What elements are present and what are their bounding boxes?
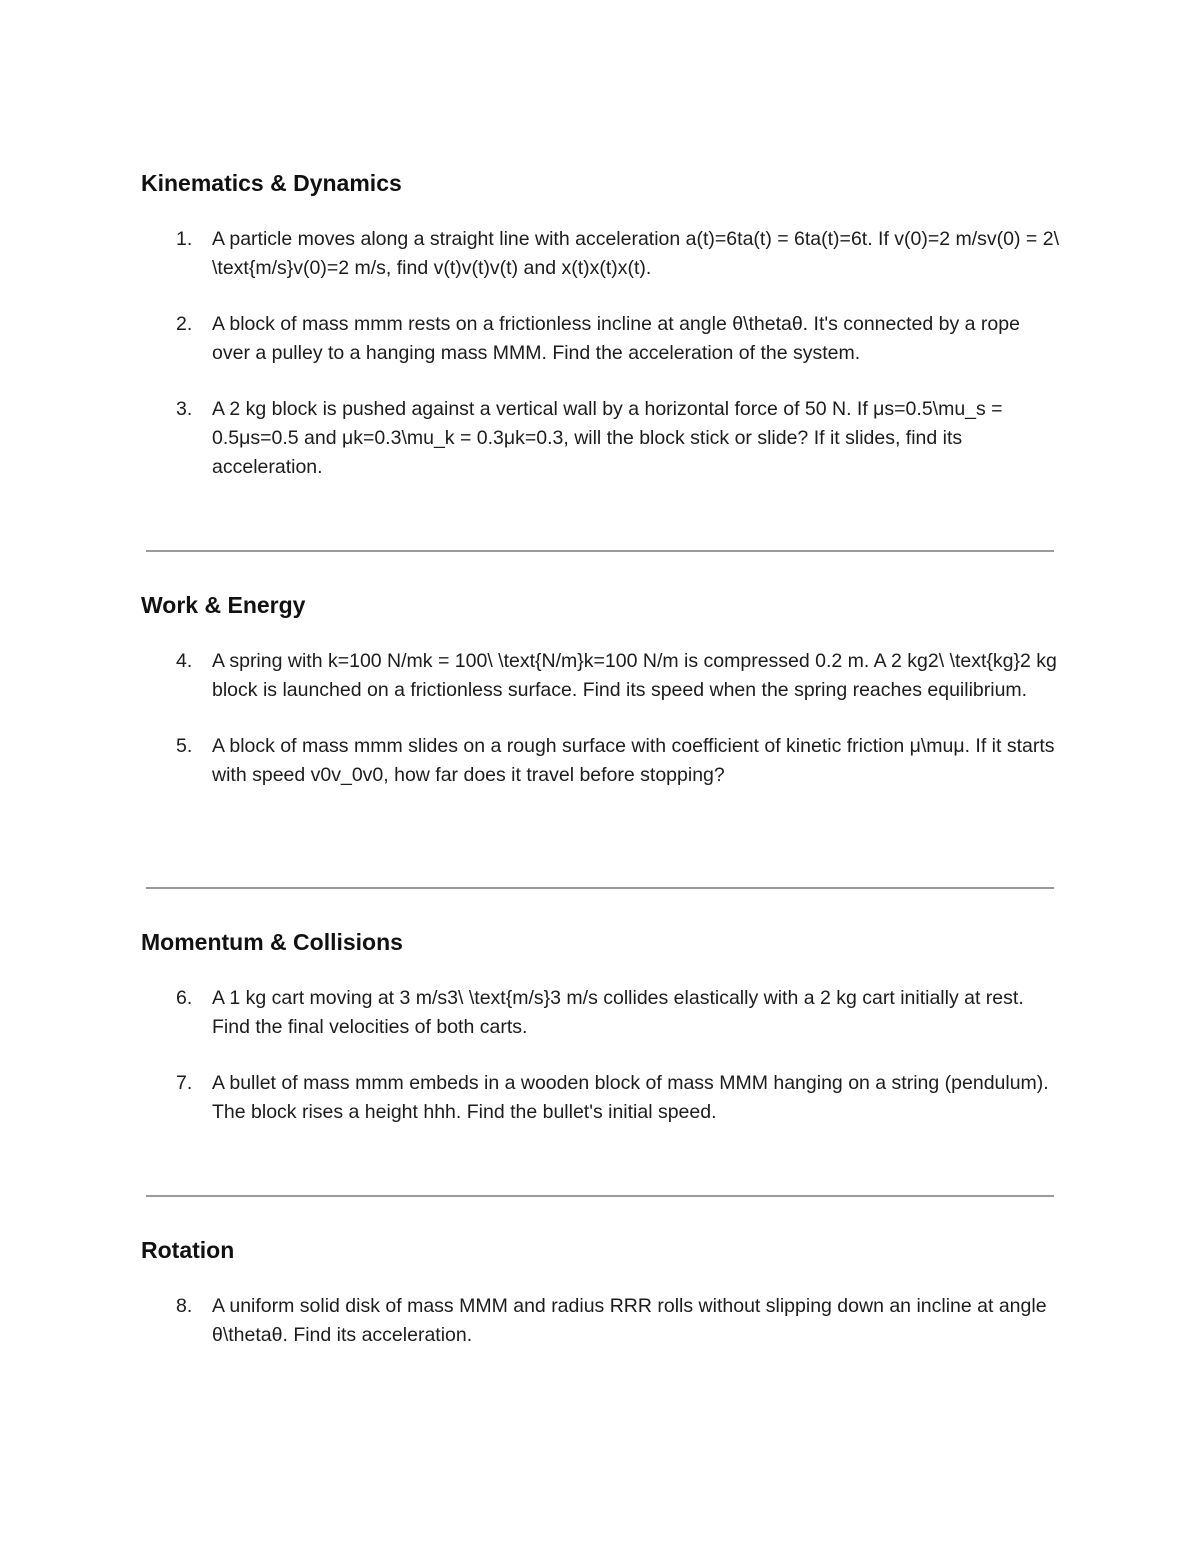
problem-item	[141, 984, 1061, 1042]
section-kinematics-dynamics	[141, 169, 1061, 482]
problem-item	[141, 1069, 1061, 1127]
problem-number: 8.	[176, 1295, 193, 1317]
problem-number: 4.	[176, 650, 193, 672]
problem-list	[141, 225, 1061, 482]
problem-number: 1.	[176, 228, 193, 250]
section-heading: Momentum & Collisions	[141, 929, 403, 955]
problem-text: A block of mass mmm slides on a rough surface with coefficient of kinetic friction μ\muμ. If it starts with speed v0v_0v0, how far does it travel before stopping?	[212, 735, 1055, 786]
section-heading: Work & Energy	[141, 592, 306, 618]
problem-list	[141, 984, 1061, 1127]
problem-item	[141, 310, 1061, 368]
problem-text: A particle moves along a straight line with acceleration a(t)=6ta(t) = 6ta(t)=6t. If v(0)=2 m/sv(0) = 2\ \text{m/s}v(0)=2 m/s, find v(t)v(t)v(t) and x(t)x(t)x(t).	[212, 228, 1060, 279]
problem-number: 2.	[176, 313, 193, 335]
section-momentum-collisions	[141, 928, 1061, 1127]
section-heading: Kinematics & Dynamics	[141, 170, 402, 196]
problem-text: A bullet of mass mmm embeds in a wooden block of mass MMM hanging on a string (pendulum). The block rises a height hhh. Find the bullet's initial speed.	[212, 1072, 1049, 1123]
problem-text: A 1 kg cart moving at 3 m/s3\ \text{m/s}3 m/s collides elastically with a 2 kg cart initially at rest. Find the final velocities of both carts.	[212, 987, 1024, 1038]
problem-item	[141, 647, 1061, 705]
problem-number: 3.	[176, 398, 193, 420]
problem-text: A 2 kg block is pushed against a vertical wall by a horizontal force of 50 N. If μs=0.5\mu_s = 0.5μs=0.5 and μk=0.3\mu_k = 0.3μk=0.3, will the block stick or slide? If it slides, find its acceleration.	[212, 398, 1003, 478]
section-rotation	[141, 1236, 1061, 1350]
problem-text: A spring with k=100 N/mk = 100\ \text{N/m}k=100 N/m is compressed 0.2 m. A 2 kg2\ \text{kg}2 kg block is launched on a frictionless surface. Find its speed when the spring reaches equilibrium.	[212, 650, 1057, 701]
problem-number: 7.	[176, 1072, 193, 1094]
problem-list	[141, 1292, 1061, 1350]
problem-number: 5.	[176, 735, 193, 757]
section-heading: Rotation	[141, 1237, 235, 1263]
section-divider	[146, 550, 1054, 552]
problem-item	[141, 1292, 1061, 1350]
problem-item	[141, 732, 1061, 790]
problem-text: A uniform solid disk of mass MMM and radius RRR rolls without slipping down an incline at angle θ\thetaθ. Find its acceleration.	[212, 1295, 1047, 1346]
problem-item	[141, 395, 1061, 482]
problem-list	[141, 647, 1061, 790]
problem-item	[141, 225, 1061, 283]
problem-number: 6.	[176, 987, 193, 1009]
problem-text: A block of mass mmm rests on a frictionless incline at angle θ\thetaθ. It's connected by a rope over a pulley to a hanging mass MMM. Find the acceleration of the system.	[212, 313, 1020, 364]
section-divider	[146, 1195, 1054, 1197]
section-divider	[146, 887, 1054, 889]
section-work-energy	[141, 591, 1061, 790]
